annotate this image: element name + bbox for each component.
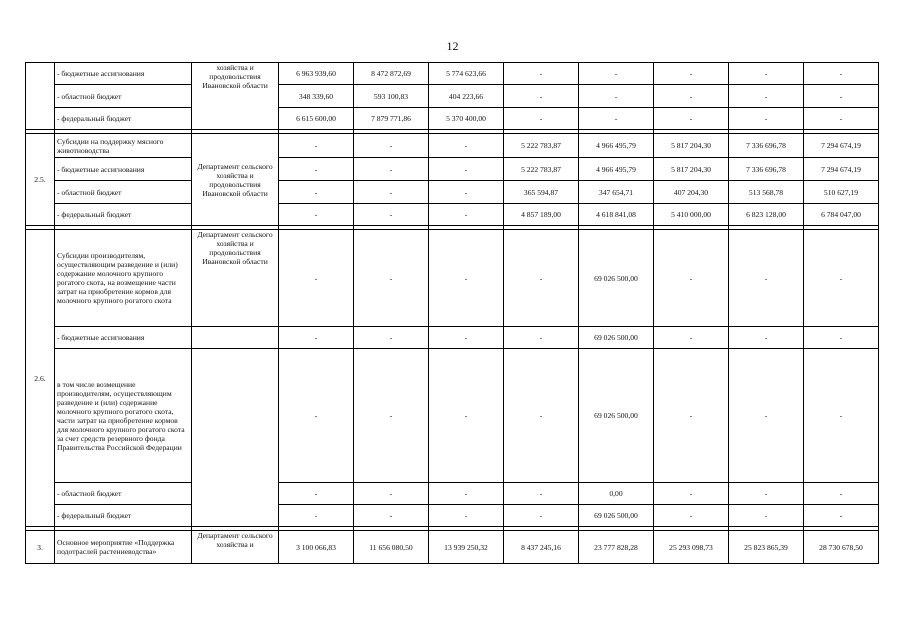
value-cell: 6 784 047,00	[804, 204, 879, 226]
value-cell: 8 472 872,69	[354, 63, 429, 85]
value-cell: 8 437 245,16	[504, 531, 579, 564]
value-cell: 4 966 495,79	[579, 134, 654, 158]
value-cell: 25 293 098,73	[654, 531, 729, 564]
value-cell: 5 410 000,00	[654, 204, 729, 226]
index-cell	[26, 63, 55, 130]
table-row	[26, 505, 879, 527]
value-cell: -	[429, 158, 504, 181]
value-cell: -	[354, 134, 429, 158]
value-cell: -	[279, 204, 354, 226]
value-cell: 0,00	[579, 483, 654, 505]
table-row	[26, 204, 879, 226]
value-cell: -	[279, 327, 354, 349]
value-cell: -	[729, 63, 804, 85]
value-cell: 7 879 771,86	[354, 108, 429, 130]
value-cell: -	[279, 483, 354, 505]
value-cell: 23 777 828,28	[579, 531, 654, 564]
value-cell: -	[654, 63, 729, 85]
value-cell: 593 100,83	[354, 85, 429, 108]
value-cell: 4 618 841,08	[579, 204, 654, 226]
row-label: Субсидии на поддержку мясного животноводства	[55, 134, 192, 158]
value-cell: -	[354, 483, 429, 505]
value-cell: 4 857 189,00	[504, 204, 579, 226]
value-cell: 5 222 783,87	[504, 134, 579, 158]
budget-table	[25, 62, 879, 564]
value-cell: 365 594,87	[504, 181, 579, 204]
value-cell: 7 336 696,78	[729, 134, 804, 158]
value-cell: -	[804, 505, 879, 527]
row-label: - федеральный бюджет	[55, 505, 192, 527]
value-cell: -	[429, 204, 504, 226]
value-cell: 5 817 204,30	[654, 158, 729, 181]
row-label: - областной бюджет	[55, 85, 192, 108]
department-cell	[192, 349, 279, 527]
value-cell: -	[429, 483, 504, 505]
value-cell: -	[654, 327, 729, 349]
table-row	[26, 108, 879, 130]
value-cell: -	[804, 63, 879, 85]
table-row	[26, 483, 879, 505]
value-cell: -	[354, 505, 429, 527]
value-cell: 348 339,60	[279, 85, 354, 108]
value-cell: -	[429, 327, 504, 349]
value-cell: 7 336 696,78	[729, 158, 804, 181]
value-cell: -	[354, 230, 429, 327]
value-cell: -	[654, 230, 729, 327]
value-cell: 69 026 500,00	[579, 327, 654, 349]
value-cell: -	[729, 85, 804, 108]
value-cell: -	[804, 327, 879, 349]
value-cell: -	[804, 230, 879, 327]
table-row	[26, 327, 879, 349]
value-cell: -	[804, 108, 879, 130]
value-cell: 407 204,30	[654, 181, 729, 204]
value-cell: 3 100 066,83	[279, 531, 354, 564]
value-cell: -	[654, 108, 729, 130]
value-cell: -	[729, 505, 804, 527]
value-cell: -	[729, 108, 804, 130]
value-cell: -	[279, 505, 354, 527]
value-cell: -	[804, 349, 879, 483]
row-label: - бюджетные ассигнования	[55, 63, 192, 85]
value-cell: -	[504, 349, 579, 483]
value-cell: -	[729, 349, 804, 483]
value-cell: -	[504, 327, 579, 349]
value-cell: -	[504, 505, 579, 527]
value-cell: -	[504, 85, 579, 108]
value-cell: 513 568,78	[729, 181, 804, 204]
table-row	[26, 63, 879, 85]
row-label: Субсидии производителям, осуществляющим разведение и (или) содержание молочного крупного рогатого скота, на возмещение части затрат на приобретение кормов для молочного крупного рогатого скота	[55, 230, 192, 327]
value-cell: 404 223,66	[429, 85, 504, 108]
department-cell: Департамент сельского хозяйства и продовольствия Ивановской области	[192, 134, 279, 226]
row-label: - бюджетные ассигнования	[55, 158, 192, 181]
value-cell: -	[429, 181, 504, 204]
table-row	[26, 349, 879, 483]
value-cell: -	[504, 63, 579, 85]
value-cell: -	[729, 230, 804, 327]
index-cell: 2.6.	[26, 230, 55, 527]
value-cell: -	[504, 108, 579, 130]
page-number: 12	[446, 39, 459, 53]
department-cell	[192, 327, 279, 349]
value-cell: 5 817 204,30	[654, 134, 729, 158]
value-cell: 25 823 865,39	[729, 531, 804, 564]
value-cell: 5 222 783,87	[504, 158, 579, 181]
value-cell: -	[354, 158, 429, 181]
value-cell: 13 939 250,32	[429, 531, 504, 564]
value-cell: 28 730 678,50	[804, 531, 879, 564]
value-cell: 347 654,71	[579, 181, 654, 204]
index-cell: 2.5.	[26, 134, 55, 226]
value-cell: -	[279, 181, 354, 204]
value-cell: 510 627,19	[804, 181, 879, 204]
value-cell: -	[354, 204, 429, 226]
value-cell: -	[429, 134, 504, 158]
value-cell: -	[804, 85, 879, 108]
row-label: - федеральный бюджет	[55, 108, 192, 130]
value-cell: -	[279, 230, 354, 327]
value-cell: -	[429, 230, 504, 327]
value-cell: 11 656 080,50	[354, 531, 429, 564]
table-row	[26, 230, 879, 327]
value-cell: -	[804, 483, 879, 505]
value-cell: 4 966 495,79	[579, 158, 654, 181]
table-row	[26, 85, 879, 108]
table-row	[26, 531, 879, 564]
table-row	[26, 134, 879, 158]
value-cell: 7 294 674,19	[804, 134, 879, 158]
value-cell: -	[654, 505, 729, 527]
row-label: - федеральный бюджет	[55, 204, 192, 226]
value-cell: -	[279, 134, 354, 158]
department-cell: хозяйства и продовольствия Ивановской области	[192, 63, 279, 130]
value-cell: -	[504, 230, 579, 327]
value-cell: -	[354, 181, 429, 204]
value-cell: -	[429, 505, 504, 527]
value-cell: -	[429, 349, 504, 483]
value-cell: 5 774 623,66	[429, 63, 504, 85]
value-cell: -	[579, 108, 654, 130]
value-cell: -	[654, 349, 729, 483]
department-cell: Департамент сельского хозяйства и продовольствия Ивановской области	[192, 230, 279, 327]
table-row	[26, 158, 879, 181]
value-cell: -	[504, 483, 579, 505]
row-label: - областной бюджет	[55, 181, 192, 204]
value-cell: 7 294 674,19	[804, 158, 879, 181]
index-cell: 3.	[26, 531, 55, 564]
value-cell: 6 963 939,60	[279, 63, 354, 85]
value-cell: 69 026 500,00	[579, 230, 654, 327]
department-cell: Департамент сельского хозяйства и	[192, 531, 279, 564]
row-label: - областной бюджет	[55, 483, 192, 505]
value-cell: -	[354, 349, 429, 483]
table-row	[26, 181, 879, 204]
value-cell: -	[579, 63, 654, 85]
value-cell: -	[729, 327, 804, 349]
value-cell: -	[654, 85, 729, 108]
value-cell: -	[354, 327, 429, 349]
row-label: в том числе возмещение производителям, осуществляющим разведение и (или) содержание молочного крупного рогатого скота, части затрат на приобретение кормов для молочного крупного рогатого скота за счет средств резервного фонда Правительства Российской Федерации	[55, 349, 192, 483]
value-cell: -	[579, 85, 654, 108]
value-cell: 6 615 600,00	[279, 108, 354, 130]
value-cell: -	[654, 483, 729, 505]
row-label: Основное мероприятие «Поддержка подотраслей растениеводства»	[55, 531, 192, 564]
value-cell: 6 823 128,00	[729, 204, 804, 226]
value-cell: 69 026 500,00	[579, 505, 654, 527]
value-cell: -	[729, 483, 804, 505]
value-cell: -	[279, 349, 354, 483]
value-cell: 69 026 500,00	[579, 349, 654, 483]
value-cell: 5 370 400,00	[429, 108, 504, 130]
value-cell: -	[279, 158, 354, 181]
row-label: - бюджетные ассигнования	[55, 327, 192, 349]
